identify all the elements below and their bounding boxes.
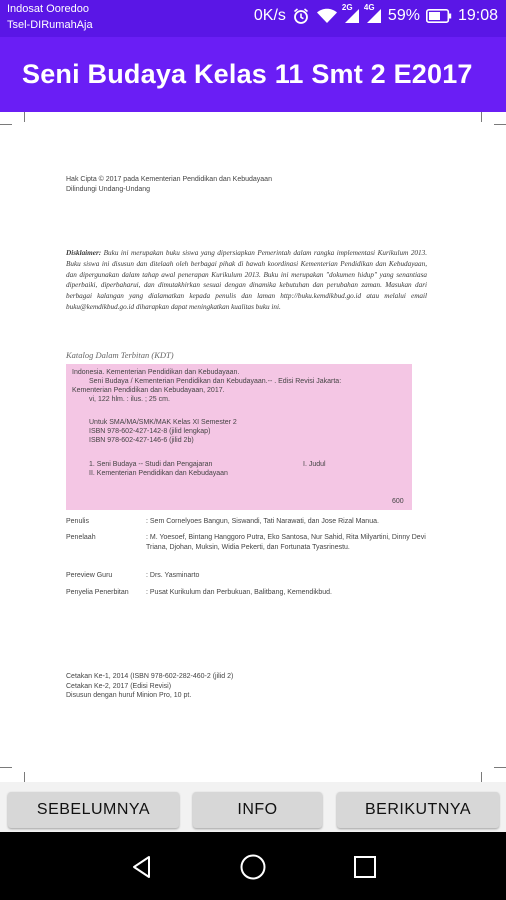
kdt-line: ISBN 978-602-427-142-8 (jilid lengkap) [89,428,211,435]
kdt-line: I. Judul [303,461,326,468]
credit-value: : M. Yoesoef, Bintang Hanggoro Putra, Eko Santosa, Nur Sahid, Rita Milyartini, Dinny Devi Triana, Djohan, Muksin, Widia Pekerti, dan Fortunata Tyasrinestu. [146,534,426,551]
navigation-button-bar [0,782,506,832]
copyright-line: Hak Cipta © 2017 pada Kementerian Pendidikan dan Kebudayaan [66,176,272,183]
signal-icon [341,3,360,24]
app-title: Seni Budaya Kelas 11 Smt 2 E2017 [22,59,473,89]
crop-mark [0,767,12,768]
disclaimer-text: Buku ini merupakan buku siswa yang dipersiapkan Pemerintah dalam rangka implementasi Kurikulum 2013. Buku siswa ini disusun dan ditelaah oleh berbagai pihak di bawah koordinasi Kementerian Pendidikan dan Kebudayaan, dan dipergunakan dalam tahap awal penerapan Kurikulum 2013. Buku ini merupakan "dokumen hidup" yang senantiasa diperbaiki, diperbaharui, dan dimutakhirkan sesuai dengan dinamika kebutuhan dan perubahan zaman. Masukan dari berbagai kalangan yang dialamatkan kepada penulis dan laman http://buku.kemdikbud.go.id atau melalui email buku@kemdikbud.go.id diharapkan dapat meningkatkan kualitas buku ini. [66,249,427,311]
kdt-line: II. Kementerian Pendidikan dan Kebudayaan [89,470,228,477]
network-type-2: 4G [363,3,375,12]
printing-info [66,672,233,701]
kdt-code: 600 [392,498,404,505]
wifi-icon [316,8,338,24]
alarm-icon [292,7,310,25]
next-button[interactable]: BERIKUTNYA [337,792,499,828]
crop-mark [494,124,506,125]
crop-mark [481,772,482,782]
info-button[interactable]: INFO [193,792,322,828]
crop-mark [0,124,12,125]
credit-label: Pereview Guru [66,572,113,579]
status-icons [253,3,498,25]
credit-value: : Pusat Kurikulum dan Perbukuan, Balitbang, Kemendikbud. [146,589,333,596]
disclaimer-label: Disklaimer: [66,249,102,257]
crop-mark [24,772,25,782]
kdt-line: Kementerian Pendidikan dan Kebudayaan, 2017. [72,387,225,394]
recent-apps-icon[interactable] [350,852,380,882]
carrier-name-2: Tsel-DIRumahAja [7,19,93,31]
clock: 19:08 [457,7,498,24]
catalog-box [66,364,412,510]
protection-line: Dilindungi Undang-Undang [66,185,151,193]
credit-label: Penyelia Penerbitan [66,589,129,596]
copyright-notice [66,175,272,194]
credit-label: Penelaah [66,534,96,541]
kdt-line: 1. Seni Budaya -- Studi dan Pengajaran [89,461,213,468]
disclaimer [66,248,427,313]
kdt-line: Untuk SMA/MA/SMK/MAK Kelas XI Semester 2 [89,419,237,426]
credit-value: : Sem Cornelyoes Bangun, Siswandi, Tati Narawati, dan Jose Rizal Manua. [146,518,379,525]
kdt-line: Indonesia. Kementerian Pendidikan dan Kebudayaan. [72,369,240,376]
network-speed: 0K/s [253,7,286,24]
kdt-line: vi, 122 hlm. : ilus. ; 25 cm. [89,396,170,403]
back-icon[interactable] [127,852,157,882]
document-page[interactable] [0,112,506,782]
kdt-line: Seni Budaya / Kementerian Pendidikan dan Kebudayaan.-- . Edisi Revisi Jakarta: [89,378,342,385]
system-nav-bar [0,832,506,900]
status-bar [0,0,506,37]
credit-value: : Drs. Yasminarto [146,572,200,579]
crop-mark [481,112,482,122]
app-bar [0,37,506,112]
credit-label: Penulis [66,518,89,525]
printing-line: Cetakan Ke-1, 2014 (ISBN 978-602-282-460-2 (jilid 2) [66,673,234,680]
previous-button[interactable]: SEBELUMNYA [8,792,179,828]
crop-mark [24,112,25,122]
kdt-line: ISBN 978-602-427-146-6 (jilid 2b) [89,437,194,444]
network-type-1: 2G [341,3,353,12]
crop-mark [494,767,506,768]
carrier-name-1: Indosat Ooredoo [7,3,89,15]
printing-line: Disusun dengan huruf Minion Pro, 10 pt. [66,692,192,699]
home-icon[interactable] [238,852,268,882]
signal-icon-2 [363,3,382,24]
battery-icon [426,9,452,23]
printing-line: Cetakan Ke-2, 2017 (Edisi Revisi) [66,682,172,690]
battery-percent: 59% [387,7,420,24]
catalog-title: Katalog Dalam Terbitan (KDT) [66,350,174,360]
